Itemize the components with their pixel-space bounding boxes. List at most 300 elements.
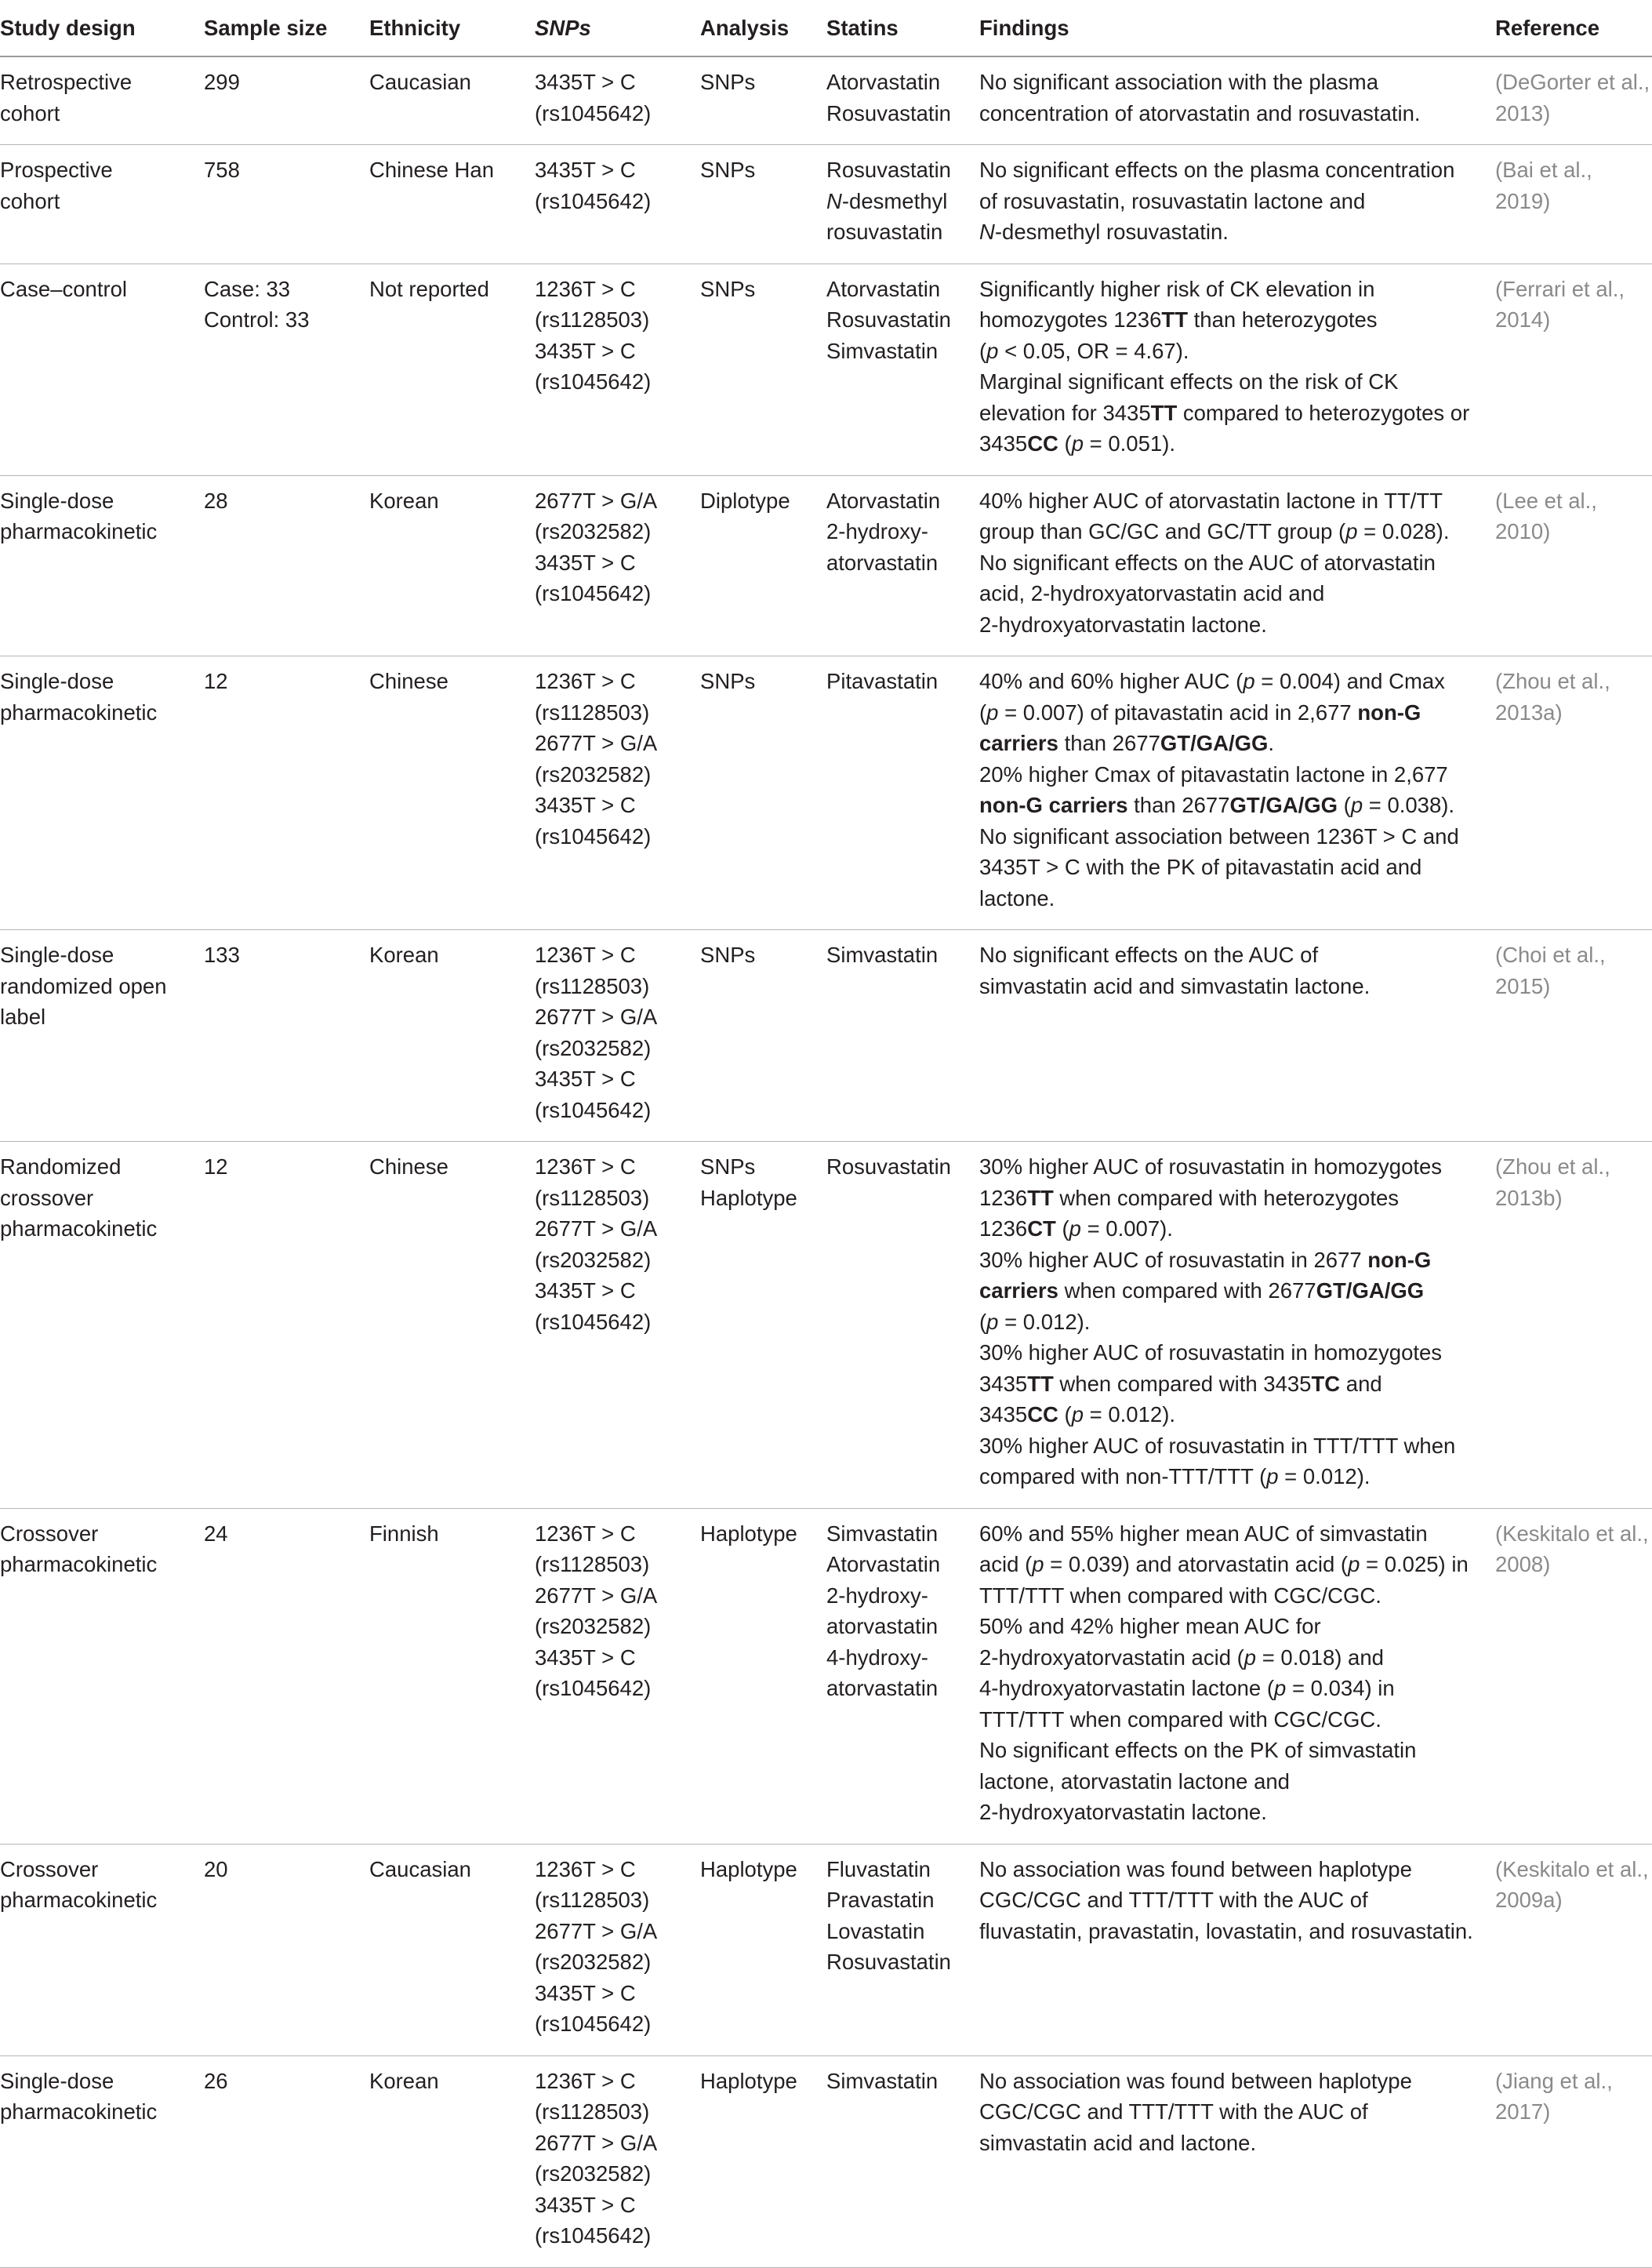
cell-line: Chinese: [369, 669, 448, 693]
cell-line: (rs1128503): [535, 307, 650, 332]
cell-line: Haplotype: [700, 1521, 797, 1546]
snps-cell: [535, 56, 700, 145]
statins-cell: [826, 145, 979, 264]
cell-line: 133: [204, 943, 240, 967]
cell-line: 1236T > C: [535, 2068, 636, 2093]
text-run: No significant association between 1236T > C and: [979, 823, 1459, 849]
cell-line: [979, 1885, 1489, 1916]
cell-line: [979, 1797, 1489, 1828]
cell-line: 2008): [1495, 1552, 1551, 1576]
text-run: (: [979, 700, 987, 725]
analysis-cell: [700, 656, 826, 930]
cell-line: Rosuvastatin: [826, 100, 951, 125]
reference-cell: [1495, 475, 1652, 656]
cell-line: [979, 1611, 1489, 1642]
bold-text: non-G: [1357, 700, 1421, 725]
cell-line: [979, 1183, 1489, 1214]
cell-line: [979, 1518, 1489, 1550]
bold-text: TT: [1027, 1185, 1054, 1210]
cell-line: (rs1045642): [535, 369, 652, 394]
cell-line: [979, 1766, 1489, 1797]
snps-cell: [535, 1508, 700, 1844]
ethnicity-cell: [369, 656, 535, 930]
cell-line: [979, 274, 1489, 305]
text-run: of rosuvastatin, rosuvastatin lactone and: [979, 188, 1366, 213]
cell-line: 2677T > G/A: [535, 731, 658, 755]
snps-cell: [535, 264, 700, 475]
cell-line: Simvastatin: [826, 2068, 939, 2093]
header-sample-size: Sample size: [204, 0, 369, 56]
cell-line: (rs1045642): [535, 100, 652, 125]
cell-line: Korean: [369, 488, 439, 513]
analysis-cell: [700, 264, 826, 475]
reference-cell: [1495, 145, 1652, 264]
cell-line: [979, 852, 1489, 883]
findings-cell: [979, 1844, 1495, 2055]
cell-line: [979, 98, 1489, 129]
findings-cell: [979, 264, 1495, 475]
italic-text: p: [1032, 1552, 1044, 1576]
text-run: = 0.051).: [1084, 431, 1175, 456]
study-design-cell: [0, 1844, 204, 2055]
cell-line: 2677T > G/A: [535, 2130, 658, 2155]
cell-line: [979, 366, 1489, 398]
bold-text: carriers: [979, 1278, 1058, 1303]
cell-line: 1236T > C: [535, 1856, 636, 1881]
sample-size-cell: [204, 1508, 369, 1844]
text-run: = 0.038).: [1363, 793, 1455, 817]
text-run: 2-hydroxyatorvastatin acid (: [979, 1645, 1244, 1670]
cell-line: cohort: [0, 188, 60, 213]
cell-line: [979, 428, 1489, 460]
cell-line: [979, 1461, 1489, 1492]
text-run: No significant effects on the AUC of atorvastatin: [979, 550, 1436, 575]
cell-line: Single-dose: [0, 669, 114, 693]
text-run: No association was found between haplotype: [979, 2068, 1412, 2093]
table-row: [0, 475, 1652, 656]
cell-line: 1236T > C: [535, 669, 636, 693]
cell-line: [979, 790, 1489, 821]
cell-line: 758: [204, 158, 240, 182]
ethnicity-cell: [369, 264, 535, 475]
cell-line: [979, 1151, 1489, 1183]
cell-line: Simvastatin: [826, 943, 939, 967]
text-run: TTT/TTT when compared with CGC/CGC.: [979, 1583, 1382, 1608]
cell-line: SNPs: [700, 1154, 756, 1179]
text-run: No association was found between haplotype: [979, 1856, 1412, 1881]
cell-line: [979, 578, 1489, 609]
cell-line: (Bai et al.,: [1495, 158, 1592, 182]
cell-line: 2017): [1495, 2099, 1551, 2124]
table-row: [0, 656, 1652, 930]
text-run: 3435: [979, 431, 1028, 456]
header-row: [0, 0, 1652, 56]
text-run: and: [1340, 1371, 1382, 1396]
text-run: 60% and 55% higher mean AUC of simvastatin: [979, 1521, 1428, 1546]
ethnicity-cell: [369, 930, 535, 1142]
text-run: = 0.012).: [1084, 1402, 1175, 1427]
cell-line: cohort: [0, 100, 60, 125]
italic-text: p: [986, 338, 999, 363]
analysis-cell: [700, 1844, 826, 2055]
bold-text: TT: [1161, 307, 1188, 332]
study-design-cell: [0, 2055, 204, 2267]
cell-line: [826, 216, 973, 248]
table-row: [0, 1508, 1652, 1844]
cell-line: [979, 1549, 1489, 1580]
cell-line: 26: [204, 2068, 228, 2093]
table-body: [0, 56, 1652, 2267]
text-run: TTT/TTT when compared with CGC/CGC.: [979, 1706, 1382, 1732]
text-run: when compared with 2677: [1058, 1278, 1316, 1303]
cell-line: Atorvastatin: [826, 70, 941, 94]
text-run: homozygotes 1236: [979, 307, 1162, 332]
bold-text: CC: [1027, 1402, 1058, 1427]
bold-text: TT: [1027, 1371, 1054, 1396]
sample-size-cell: [204, 475, 369, 656]
text-run: -desmethyl rosuvastatin.: [994, 220, 1229, 244]
text-run: group than GC/GC and GC/TT group (: [979, 519, 1346, 543]
text-run: = 0.018) and: [1256, 1645, 1384, 1670]
cell-line: Atorvastatin: [826, 1552, 941, 1576]
italic-text: p: [1244, 1645, 1257, 1670]
reference-cell: [1495, 656, 1652, 930]
cell-line: Fluvastatin: [826, 1856, 931, 1881]
cell-line: 2013b): [1495, 1185, 1563, 1210]
cell-line: (Ferrari et al.,: [1495, 276, 1625, 301]
reference-cell: [1495, 930, 1652, 1142]
text-run: 3435: [979, 1371, 1028, 1396]
text-run: than heterozygotes: [1188, 307, 1378, 332]
text-run: < 0.05, OR = 4.67).: [998, 338, 1189, 363]
table-row: [0, 264, 1652, 475]
cell-line: 2677T > G/A: [535, 1918, 658, 1943]
cell-line: (rs1128503): [535, 973, 650, 998]
text-run: 3435: [979, 1402, 1028, 1427]
text-run: (: [1055, 1216, 1069, 1241]
findings-cell: [979, 1508, 1495, 1844]
reference-cell: [1495, 1508, 1652, 1844]
reference-cell: [1495, 56, 1652, 145]
text-run: 2-hydroxyatorvastatin lactone.: [979, 1800, 1267, 1824]
sample-size-cell: [204, 930, 369, 1142]
cell-line: (Keskitalo et al.,: [1495, 1856, 1649, 1881]
cell-line: atorvastatin: [826, 1614, 939, 1638]
text-run: = 0.039) and atorvastatin acid (: [1044, 1552, 1349, 1576]
analysis-cell: [700, 56, 826, 145]
bold-text: TT: [1150, 400, 1178, 425]
cell-line: [979, 1704, 1489, 1736]
bold-text: GT/GA/GG: [1229, 793, 1338, 817]
header-reference: Reference: [1495, 0, 1652, 56]
table-header: [0, 0, 1652, 56]
cell-line: Haplotype: [700, 2068, 797, 2093]
cell-line: [979, 728, 1489, 759]
ethnicity-cell: [369, 145, 535, 264]
text-run: 40% higher AUC of atorvastatin lactone in TT/TT: [979, 488, 1443, 513]
snps-cell: [535, 656, 700, 930]
statins-cell: [826, 56, 979, 145]
cell-line: (rs1045642): [535, 188, 652, 213]
text-run: CGC/CGC and TTT/TTT with the AUC of: [979, 2099, 1368, 2124]
cell-line: 2-hydroxy-: [826, 519, 928, 543]
cell-line: [979, 883, 1489, 914]
cell-line: [979, 1245, 1489, 1276]
cell-line: (Keskitalo et al.,: [1495, 1521, 1649, 1546]
cell-line: 1236T > C: [535, 1521, 636, 1546]
cell-line: Rosuvastatin: [826, 307, 951, 332]
cell-line: (rs1128503): [535, 1888, 650, 1912]
cell-line: (rs1045642): [535, 2223, 652, 2248]
statins-cell: [826, 2055, 979, 2267]
italic-text: N: [826, 188, 842, 213]
cell-line: 3435T > C: [535, 1980, 636, 2005]
cell-line: [979, 759, 1489, 791]
cell-line: (rs1045642): [535, 1676, 652, 1700]
cell-line: [979, 2066, 1489, 2097]
cell-line: crossover: [0, 1185, 94, 1210]
findings-cell: [979, 475, 1495, 656]
text-run: acid (: [979, 1552, 1033, 1576]
cell-line: 4-hydroxy-: [826, 1645, 928, 1670]
cell-line: (rs1128503): [535, 700, 650, 725]
cell-line: [979, 1213, 1489, 1245]
bold-text: carriers: [979, 731, 1058, 755]
cell-line: 2-hydroxy-: [826, 1583, 928, 1608]
cell-line: 3435T > C: [535, 338, 636, 363]
cell-line: Pitavastatin: [826, 669, 939, 693]
analysis-cell: [700, 145, 826, 264]
text-run: 30% higher AUC of rosuvastatin in homozygotes: [979, 1340, 1443, 1365]
cell-line: label: [0, 1005, 46, 1029]
cell-line: 20: [204, 1856, 228, 1881]
cell-line: [979, 2096, 1489, 2128]
text-run: 30% higher AUC of rosuvastatin in TTT/TTT when: [979, 1433, 1456, 1458]
cell-line: (rs1128503): [535, 1552, 650, 1576]
cell-line: [979, 547, 1489, 579]
cell-line: 28: [204, 488, 228, 513]
text-run: (: [979, 338, 987, 363]
cell-line: atorvastatin: [826, 550, 939, 575]
cell-line: Finnish: [369, 1521, 439, 1546]
analysis-cell: [700, 1508, 826, 1844]
statins-cell: [826, 1844, 979, 2055]
text-run: 50% and 42% higher mean AUC for: [979, 1614, 1321, 1638]
italic-text: p: [1350, 793, 1363, 817]
cell-line: pharmacokinetic: [0, 519, 158, 543]
cell-line: Caucasian: [369, 1856, 471, 1881]
ethnicity-cell: [369, 1142, 535, 1509]
cell-line: 2677T > G/A: [535, 488, 658, 513]
text-run: No significant effects on the AUC of: [979, 943, 1319, 967]
cell-line: 3435T > C: [535, 158, 636, 182]
cell-line: 1236T > C: [535, 1154, 636, 1179]
snps-cell: [535, 475, 700, 656]
cell-line: Korean: [369, 943, 439, 967]
cell-line: (Zhou et al.,: [1495, 1154, 1610, 1179]
cell-line: [979, 1735, 1489, 1766]
cell-line: pharmacokinetic: [0, 1888, 158, 1912]
cell-line: Crossover: [0, 1856, 99, 1881]
study-design-cell: [0, 656, 204, 930]
cell-line: 3435T > C: [535, 1645, 636, 1670]
ethnicity-cell: [369, 1508, 535, 1844]
cell-line: 1236T > C: [535, 276, 636, 301]
cell-line: 2019): [1495, 188, 1551, 213]
findings-cell: [979, 145, 1495, 264]
cell-line: Single-dose: [0, 2068, 114, 2093]
sample-size-cell: [204, 56, 369, 145]
text-run: elevation for 3435: [979, 400, 1151, 425]
cell-line: SNPs: [700, 158, 756, 182]
cell-line: Atorvastatin: [826, 276, 941, 301]
text-run: = 0.012).: [1278, 1464, 1371, 1488]
bold-text: GT/GA/GG: [1160, 731, 1269, 755]
cell-line: (rs2032582): [535, 761, 652, 787]
ethnicity-cell: [369, 1844, 535, 2055]
cell-line: Case–control: [0, 276, 128, 301]
cell-line: 3435T > C: [535, 70, 636, 94]
bold-text: non-G: [1367, 1247, 1432, 1272]
sample-size-cell: [204, 2055, 369, 2267]
cell-line: Lovastatin: [826, 1918, 925, 1943]
cell-line: 3435T > C: [535, 1067, 636, 1091]
italic-text: p: [1348, 1552, 1360, 1576]
cell-line: Diplotype: [700, 488, 790, 513]
analysis-cell: [700, 1142, 826, 1509]
cell-line: (rs1045642): [535, 823, 652, 849]
table-row: [0, 930, 1652, 1142]
cell-line: (Lee et al.,: [1495, 488, 1597, 513]
cell-line: SNPs: [700, 70, 756, 94]
header-ethnicity: Ethnicity: [369, 0, 535, 56]
ethnicity-cell: [369, 475, 535, 656]
header-analysis: Analysis: [700, 0, 826, 56]
cell-line: [979, 1916, 1489, 1947]
cell-line: [979, 1673, 1489, 1704]
cell-line: [979, 336, 1489, 367]
cell-line: [979, 1275, 1489, 1307]
text-run: 40% and 60% higher AUC (: [979, 669, 1244, 693]
text-run: 4-hydroxyatorvastatin lactone (: [979, 1676, 1275, 1700]
findings-cell: [979, 930, 1495, 1142]
text-run: Significantly higher risk of CK elevation in: [979, 276, 1375, 301]
cell-line: 2677T > G/A: [535, 1216, 658, 1241]
cell-line: SNPs: [700, 943, 756, 967]
snps-cell: [535, 930, 700, 1142]
cell-line: [979, 186, 1489, 217]
cell-line: Chinese: [369, 1154, 448, 1179]
text-run: lactone, atorvastatin lactone and: [979, 1768, 1290, 1794]
text-run: 2-hydroxyatorvastatin lactone.: [979, 612, 1267, 637]
italic-text: p: [986, 700, 999, 725]
italic-text: p: [1345, 519, 1358, 543]
cell-line: [979, 67, 1489, 98]
text-run: 3435T > C with the PK of pitavastatin acid and: [979, 855, 1422, 879]
cell-line: (rs2032582): [535, 2161, 652, 2186]
cell-line: Retrospective: [0, 70, 133, 94]
text-run: = 0.007) of pitavastatin acid in 2,677: [998, 700, 1358, 725]
cell-line: Single-dose: [0, 943, 114, 967]
cell-line: atorvastatin: [826, 1676, 939, 1700]
text-run: No significant effects on the plasma concentration: [979, 158, 1455, 182]
text-run: (: [979, 1309, 987, 1334]
cell-line: [979, 940, 1489, 971]
bold-text: TC: [1311, 1371, 1341, 1396]
text-run: = 0.012).: [998, 1309, 1091, 1334]
text-run: (: [1058, 1402, 1072, 1427]
cell-line: (Jiang et al.,: [1495, 2068, 1613, 2093]
cell-line: [979, 1580, 1489, 1612]
analysis-cell: [700, 2055, 826, 2267]
table-row: [0, 1844, 1652, 2055]
snps-cell: [535, 2055, 700, 2267]
cell-line: Not reported: [369, 276, 489, 301]
cell-line: 2677T > G/A: [535, 1005, 658, 1029]
italic-text: p: [1274, 1676, 1287, 1700]
text-run: simvastatin acid and lactone.: [979, 2130, 1257, 2155]
text-run: fluvastatin, pravastatin, lovastatin, and rosuvastatin.: [979, 1918, 1473, 1943]
cell-line: Haplotype: [700, 1185, 797, 1210]
cell-line: Chinese Han: [369, 158, 494, 182]
cell-line: 2013a): [1495, 700, 1563, 725]
text-run: than 2677: [1058, 731, 1160, 755]
cell-line: (rs2032582): [535, 1614, 652, 1638]
text-run: lactone.: [979, 885, 1055, 910]
cell-line: [979, 216, 1489, 248]
bold-text: CC: [1027, 431, 1058, 456]
cell-line: [979, 485, 1489, 517]
cell-line: (rs2032582): [535, 1247, 652, 1272]
text-run: acid, 2-hydroxyatorvastatin acid and: [979, 581, 1325, 605]
table-row: [0, 145, 1652, 264]
table-row: [0, 56, 1652, 145]
cell-line: (rs1128503): [535, 1185, 650, 1210]
cell-line: [979, 398, 1489, 429]
statins-cell: [826, 475, 979, 656]
reference-cell: [1495, 264, 1652, 475]
cell-line: Rosuvastatin: [826, 1154, 951, 1179]
cell-line: (rs1045642): [535, 1097, 652, 1122]
text-run: compared with non-TTT/TTT (: [979, 1464, 1267, 1488]
study-design-cell: [0, 475, 204, 656]
bold-text: CT: [1027, 1216, 1056, 1241]
cell-line: [979, 1307, 1489, 1338]
cell-line: [979, 697, 1489, 729]
text-run: (: [1338, 793, 1351, 817]
cell-line: 3435T > C: [535, 793, 636, 817]
text-run: = 0.025) in: [1360, 1552, 1469, 1576]
italic-text: p: [1069, 1216, 1081, 1241]
cell-line: 2015): [1495, 973, 1551, 998]
cell-line: 2014): [1495, 307, 1551, 332]
header-statins: Statins: [826, 0, 979, 56]
cell-line: [979, 609, 1489, 641]
cell-line: Pravastatin: [826, 1888, 935, 1912]
bold-text: non-G carriers: [979, 793, 1128, 817]
bold-text: GT/GA/GG: [1316, 1278, 1425, 1303]
text-run: = 0.007).: [1080, 1216, 1173, 1241]
italic-text: p: [1243, 669, 1255, 693]
cell-line: 2677T > G/A: [535, 1583, 658, 1608]
cell-line: 12: [204, 669, 228, 693]
cell-line: [979, 666, 1489, 697]
cell-line: Case: 33: [204, 276, 291, 301]
cell-line: Haplotype: [700, 1856, 797, 1881]
cell-line: Atorvastatin: [826, 488, 941, 513]
cell-line: (rs1045642): [535, 1309, 652, 1334]
cell-line: 3435T > C: [535, 1278, 636, 1303]
